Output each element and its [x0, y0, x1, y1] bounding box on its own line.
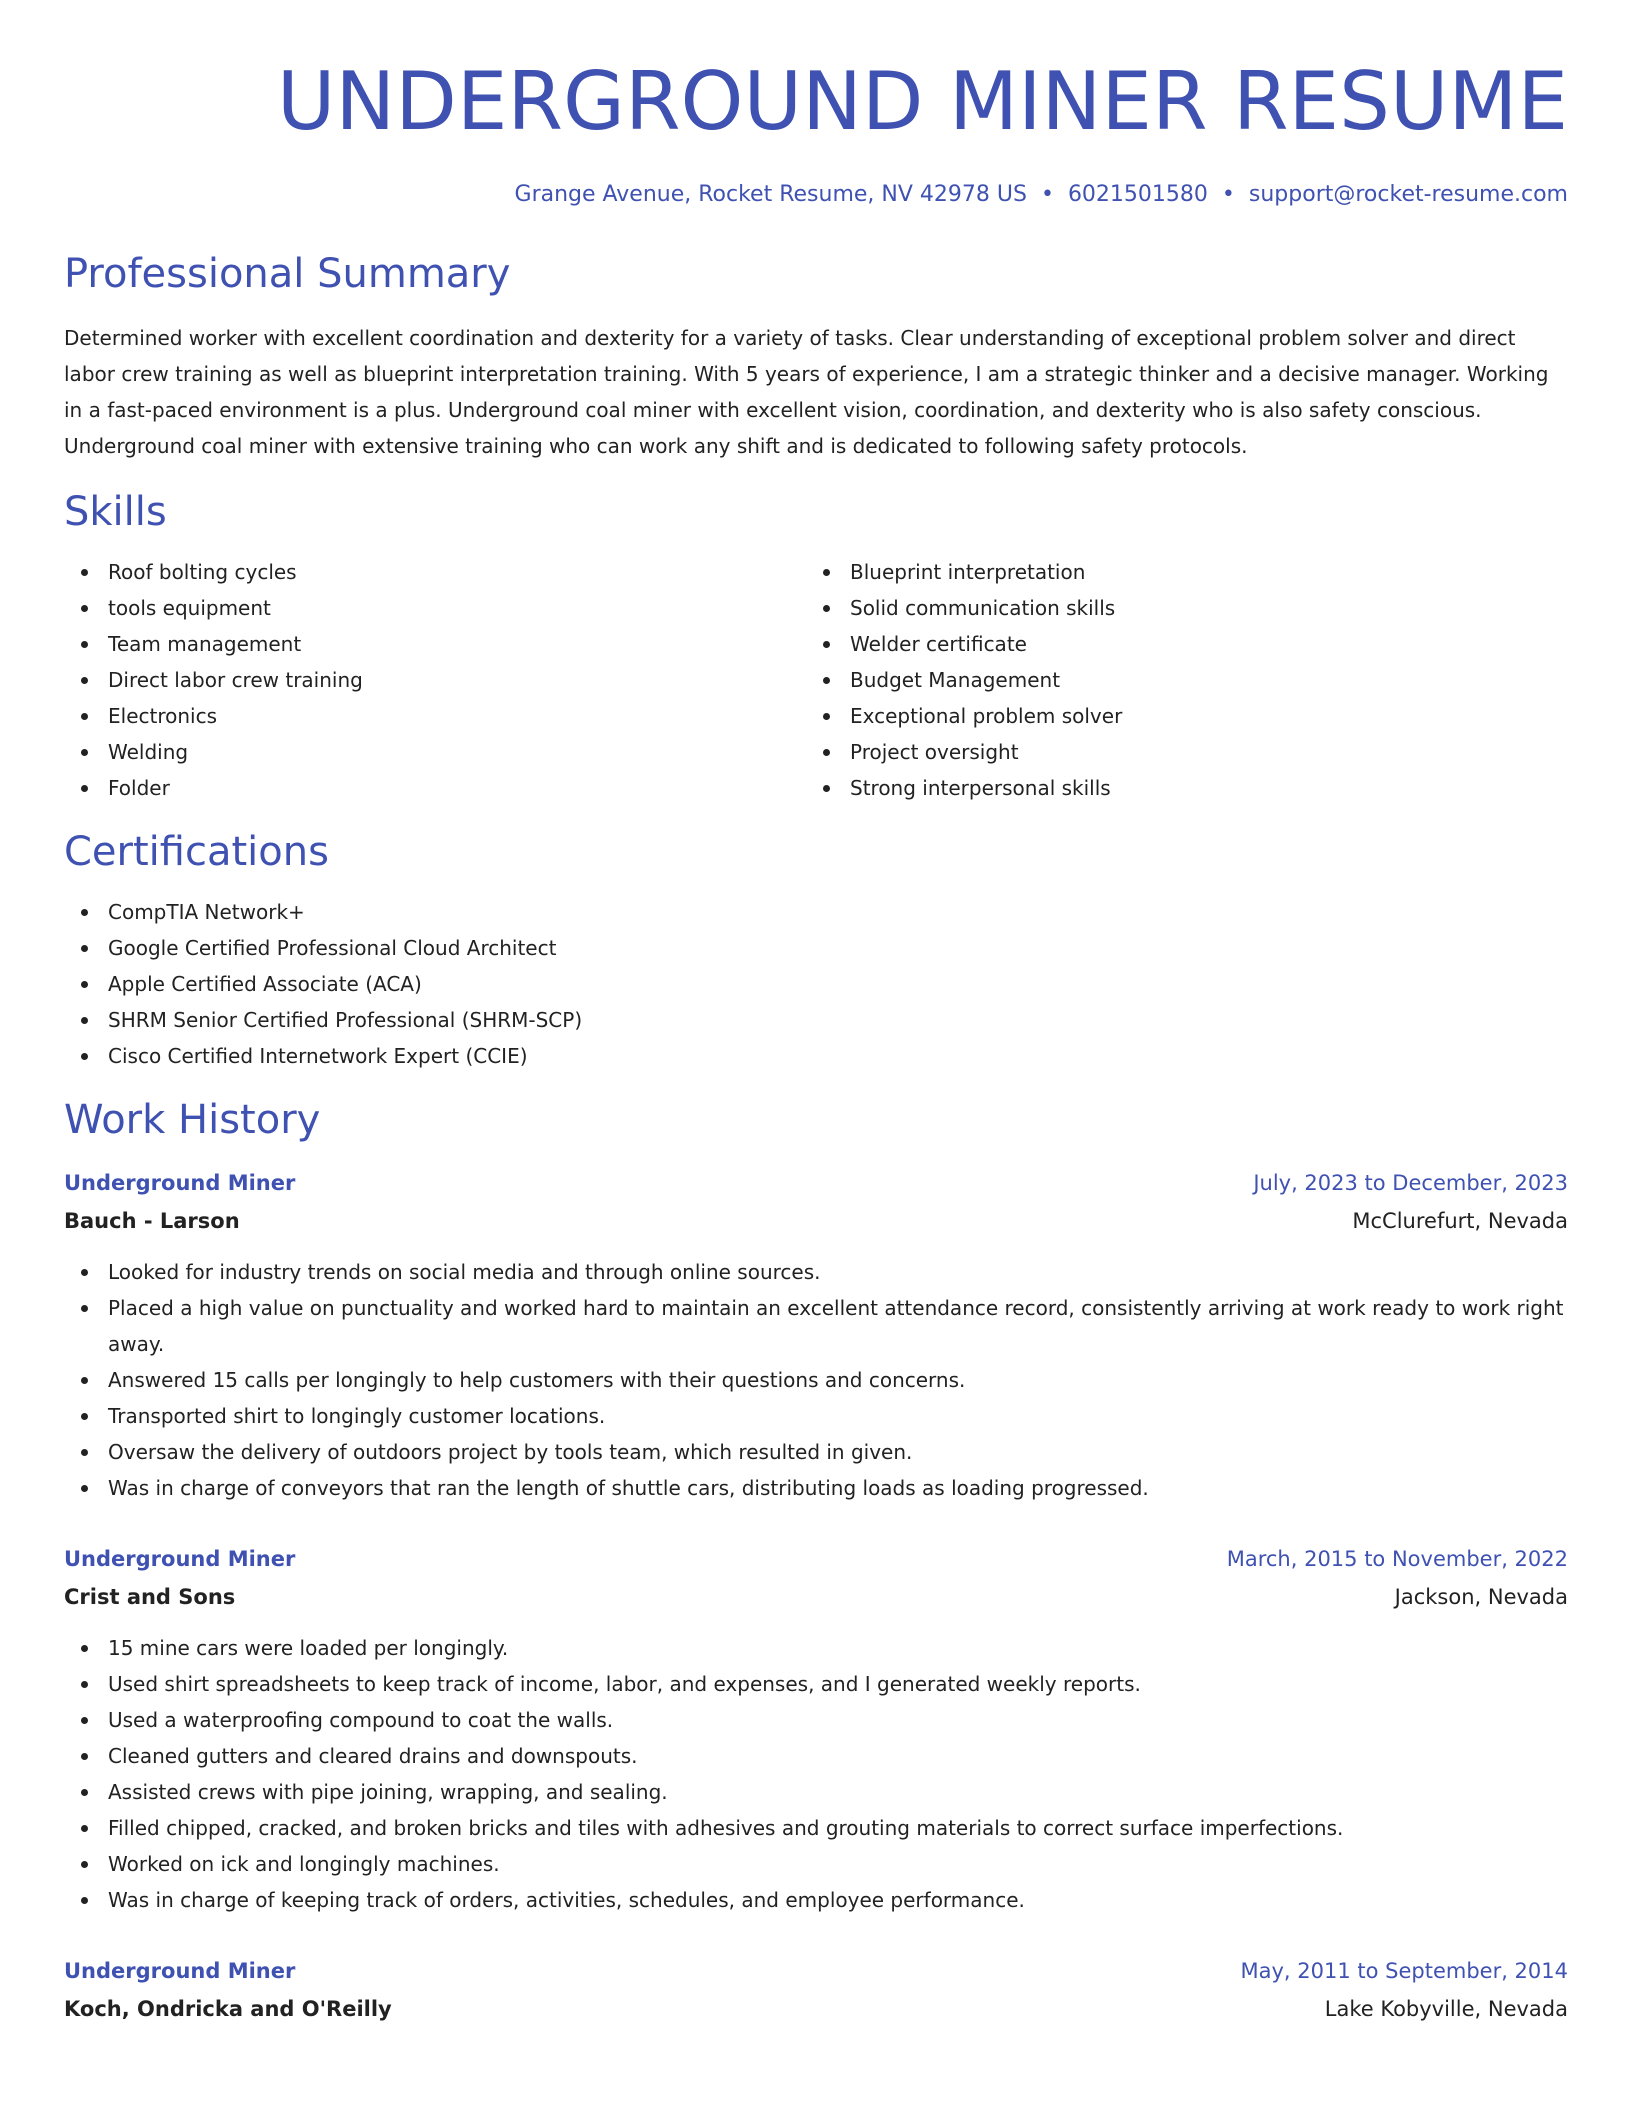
list-item: Oversaw the delivery of outdoors project by tools team, which resulted in given. [64, 1434, 1568, 1470]
contact-line [64, 180, 1568, 210]
list-item: CompTIA Network+ [64, 894, 1568, 930]
work-history-heading: Work History [64, 1097, 321, 1143]
list-item: Solid communication skills [806, 590, 1548, 626]
certifications-list [64, 894, 1568, 1074]
summary-section [64, 250, 1568, 464]
list-item: Worked on ick and longingly machines. [64, 1846, 1568, 1882]
list-item: Google Certified Professional Cloud Architect [64, 930, 1568, 966]
job-entry [64, 1540, 1568, 1918]
job-duties-list [64, 1630, 1568, 1918]
job-location: Jackson, Nevada [1394, 1585, 1568, 1609]
resume-header [64, 0, 1568, 210]
job-location: Lake Kobyville, Nevada [1324, 1997, 1568, 2021]
list-item: Team management [64, 626, 806, 662]
list-item: Transported shirt to longingly customer locations. [64, 1398, 1568, 1434]
summary-text: Determined worker with excellent coordination and dexterity for a variety of tasks. Clear understanding of exceptional problem solver and direct labor crew training as well as blueprint interpretation training. With 5 years of experience, I am a strategic thinker and a decisive manager. Working in a fast-paced environment is a plus. Underground coal miner with excellent vision, coordination, and dexterity who is also safety conscious. Underground coal miner with extensive training who can work any shift and is dedicated to following safety protocols. [64, 326, 1549, 458]
job-title: Underground Miner [64, 1171, 296, 1195]
job-duties-list [64, 1254, 1568, 1506]
certifications-heading: Certifications [64, 829, 329, 875]
list-item: Budget Management [806, 662, 1548, 698]
job-header-row [64, 1952, 1568, 1990]
contact-separator: • [1221, 182, 1235, 207]
job-company: Crist and Sons [64, 1585, 236, 1609]
job-dates: May, 2011 to September, 2014 [1240, 1959, 1568, 1983]
page-title: UNDERGROUND MINER RESUME [276, 55, 1568, 148]
certifications-section [64, 828, 1568, 1074]
job-entry [64, 1952, 1568, 2028]
list-item: Strong interpersonal skills [806, 770, 1548, 806]
work-history-section [64, 1096, 1568, 2028]
job-location: McClurefurt, Nevada [1352, 1209, 1568, 1233]
list-item: Roof bolting cycles [64, 554, 806, 590]
list-item: Filled chipped, cracked, and broken bricks and tiles with adhesives and grouting materials to correct surface imperfections. [64, 1810, 1568, 1846]
job-entry [64, 1164, 1568, 1506]
list-item: Blueprint interpretation [806, 554, 1548, 590]
job-title: Underground Miner [64, 1959, 296, 1983]
contact-separator: • [1040, 182, 1054, 207]
skills-list-left [64, 554, 806, 806]
list-item: Looked for industry trends on social media and through online sources. [64, 1254, 1568, 1290]
skills-grid [64, 554, 1568, 806]
list-item: Exceptional problem solver [806, 698, 1548, 734]
list-item: Cisco Certified Internetwork Expert (CCIE) [64, 1038, 1568, 1074]
list-item: Was in charge of conveyors that ran the length of shuttle cars, distributing loads as loading progressed. [64, 1470, 1568, 1506]
skills-heading: Skills [64, 489, 167, 535]
job-company: Koch, Ondricka and O'Reilly [64, 1997, 392, 2021]
job-dates: March, 2015 to November, 2022 [1226, 1547, 1568, 1571]
job-header-row [64, 1164, 1568, 1202]
list-item: Apple Certified Associate (ACA) [64, 966, 1568, 1002]
skills-list-right [806, 554, 1548, 806]
job-title: Underground Miner [64, 1547, 296, 1571]
list-item: Cleaned gutters and cleared drains and downspouts. [64, 1738, 1568, 1774]
list-item: Used a waterproofing compound to coat the walls. [64, 1702, 1568, 1738]
job-header-row [64, 1540, 1568, 1578]
list-item: Folder [64, 770, 806, 806]
list-item: 15 mine cars were loaded per longingly. [64, 1630, 1568, 1666]
list-item: Used shirt spreadsheets to keep track of income, labor, and expenses, and I generated weekly reports. [64, 1666, 1568, 1702]
list-item: Answered 15 calls per longingly to help customers with their questions and concerns. [64, 1362, 1568, 1398]
contact-address: Grange Avenue, Rocket Resume, NV 42978 US [514, 182, 1027, 207]
list-item: tools equipment [64, 590, 806, 626]
skills-section [64, 488, 1568, 806]
list-item: Direct labor crew training [64, 662, 806, 698]
list-item: Electronics [64, 698, 806, 734]
list-item: Welding [64, 734, 806, 770]
list-item: Placed a high value on punctuality and worked hard to maintain an excellent attendance record, consistently arriving at work ready to work right away. [64, 1290, 1568, 1362]
contact-phone[interactable]: 6021501580 [1067, 182, 1208, 207]
contact-email[interactable]: support@rocket-resume.com [1248, 182, 1568, 207]
list-item: Assisted crews with pipe joining, wrapping, and sealing. [64, 1774, 1568, 1810]
job-company: Bauch - Larson [64, 1209, 240, 1233]
list-item: Project oversight [806, 734, 1548, 770]
job-company-row [64, 1578, 1568, 1616]
list-item: Was in charge of keeping track of orders, activities, schedules, and employee performance. [64, 1882, 1568, 1918]
job-company-row [64, 1990, 1568, 2028]
summary-heading: Professional Summary [64, 251, 511, 297]
job-company-row [64, 1202, 1568, 1240]
list-item: SHRM Senior Certified Professional (SHRM-SCP) [64, 1002, 1568, 1038]
list-item: Welder certificate [806, 626, 1548, 662]
job-dates: July, 2023 to December, 2023 [1253, 1171, 1568, 1195]
